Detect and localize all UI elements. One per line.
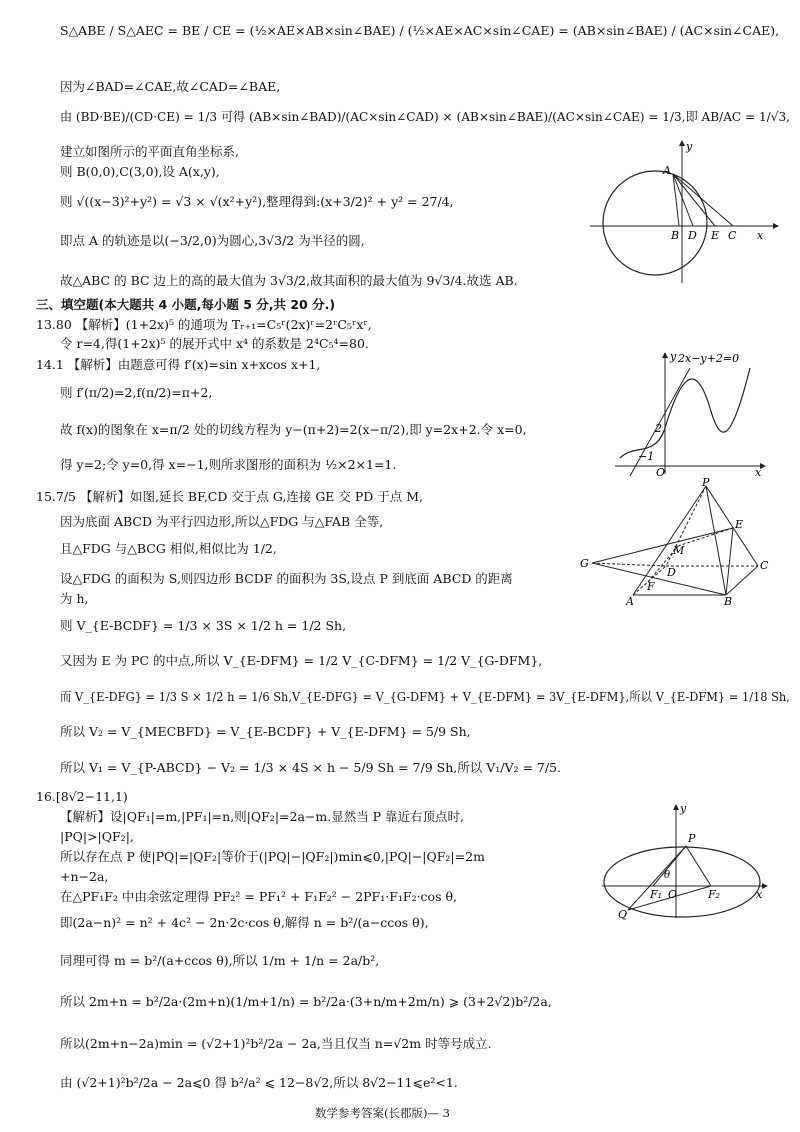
fig-label: D — [688, 229, 697, 242]
fig-label: O — [668, 888, 678, 901]
fig-label: E — [711, 229, 720, 242]
answer-line: 则 V_{E-BCDF} = 1/3 × 3S × 1/2 h = 1/2 Sh, — [60, 618, 347, 633]
tangent-graph-figure — [610, 348, 770, 478]
fig-label: G — [580, 557, 589, 570]
answer-line: 14.1 【解析】由题意可得 f′(x)=sin x+xcos x+1, — [36, 357, 321, 372]
fig-label: B — [671, 229, 680, 242]
answer-line: 为 h, — [60, 591, 89, 606]
fig-label: x — [757, 229, 764, 242]
answer-line: 建立如图所示的平面直角坐标系, — [60, 144, 239, 159]
fig-label: 2x−y+2=0 — [678, 352, 740, 365]
fig-label: F₁ — [650, 888, 663, 901]
answer-line: 15.7/5 【解析】如图,延长 BF,CD 交于点 G,连接 GE 交 PD 于点 M, — [36, 489, 424, 504]
circle-locus-figure — [585, 138, 780, 288]
answer-line: +n−2a, — [60, 869, 109, 884]
answer-line: 设△FDG 的面积为 S,则四边形 BCDF 的面积为 3S,设点 P 到底面 ABCD 的距离 — [60, 571, 513, 586]
fig-label: D — [667, 566, 676, 579]
answer-line: 所以(2m+n−2a)min = (√2+1)²b²/2a − 2a,当且仅当 n=√2m 时等号成立. — [60, 1036, 492, 1051]
fig-label: A — [663, 164, 671, 177]
fig-label: F — [647, 580, 655, 593]
fig-label: y — [686, 140, 693, 153]
answer-line: 16.[8√2−11,1) — [36, 789, 128, 804]
answer-line: 由 (BD·BE)/(CD·CE) = 1/3 可得 (AB×sin∠BAD)/(AC×sin∠CAD) × (AB×sin∠BAE)/(AC×sin∠CAE) = 1/3,即 AB/AC = 1/√3, — [60, 109, 790, 124]
fig-label: M — [673, 544, 685, 557]
fig-label: y — [680, 802, 687, 815]
fig-label: F₂ — [708, 888, 721, 901]
fig-label: C — [728, 229, 737, 242]
fig-label: E — [735, 518, 744, 531]
answer-line: S△ABE / S△AEC = BE / CE = (½×AE×AB×sin∠BAE) / (½×AE×AC×sin∠CAE) = (AB×sin∠BAE) / (AC×sin∠CAE), — [60, 23, 780, 38]
fig-label: P — [688, 832, 696, 845]
answer-line: 【解析】设|QF₁|=m,|PF₁|=n,则|QF₂|=2a−m.显然当 P 靠近右顶点时, — [60, 809, 465, 824]
answer-line: 13.80 【解析】(1+2x)⁵ 的通项为 Tᵣ₊₁=C₅ʳ(2x)ʳ=2ʳC₅ʳxʳ, — [36, 317, 372, 332]
answer-line: 则 B(0,0),C(3,0),设 A(x,y), — [60, 164, 220, 179]
fig-label: y — [670, 350, 677, 363]
answer-line: 所以 2m+n = b²/2a·(2m+n)(1/m+1/n) = b²/2a·(3+n/m+2m/n) ⩾ (3+2√2)b²/2a, — [60, 994, 552, 1009]
answer-line: 由 (√2+1)²b²/2a − 2a⩽0 得 b²/a² ⩽ 12−8√2,所以 8√2−11⩽e²<1. — [60, 1075, 458, 1090]
answer-line: |PQ|>|QF₂|, — [60, 829, 134, 844]
answer-line: 而 V_{E-DFG} = 1/3 S × 1/2 h = 1/6 Sh,V_{E-DFG} = V_{G-DFM} + V_{E-DFM} = 3V_{E-DFM},所以 V_{E-DFM} = 1/18 Sh, — [60, 689, 790, 704]
pyramid-figure — [578, 478, 773, 608]
answer-line: 因为底面 ABCD 为平行四边形,所以△FDG 与△FAB 全等, — [60, 514, 384, 529]
answer-line: 故 f(x)的图象在 x=π/2 处的切线方程为 y−(π+2)=2(x−π/2),即 y=2x+2.令 x=0, — [60, 422, 527, 437]
answer-line: 所以 V₂ = V_{MECBFD} = V_{E-BCDF} + V_{E-DFM} = 5/9 Sh, — [60, 724, 471, 739]
answer-line: 故△ABC 的 BC 边上的高的最大值为 3√3/2,故其面积的最大值为 9√3/4.故选 AB. — [60, 273, 518, 288]
fig-label: C — [760, 559, 769, 572]
answer-line: 得 y=2;令 y=0,得 x=−1,则所求图形的面积为 ½×2×1=1. — [60, 457, 397, 472]
fig-label: Q — [618, 908, 628, 920]
answer-line: 因为∠BAD=∠CAE,故∠CAD=∠BAE, — [60, 79, 281, 94]
answer-line: 且△FDG 与△BCG 相似,相似比为 1/2, — [60, 541, 277, 556]
fig-label: −1 — [638, 450, 655, 463]
fig-label: A — [626, 595, 634, 608]
fig-label: B — [724, 595, 733, 608]
answer-line: 所以存在点 P 使|PQ|=|QF₂|等价于(|PQ|−|QF₂|)min⩽0,|PQ|−|QF₂|=2m — [60, 849, 485, 864]
fig-label: θ — [664, 870, 671, 881]
answer-line: 在△PF₁F₂ 中由余弦定理得 PF₂² = PF₁² + F₁F₂² − 2PF₁·F₁F₂·cos θ, — [60, 889, 457, 904]
answer-line: 即(2a−n)² = n² + 4c² − 2n·2c·cos θ,解得 n = b²/(a−ccos θ), — [60, 915, 429, 930]
answer-line: 即点 A 的轨迹是以(−3/2,0)为圆心,3√3/2 为半径的圆, — [60, 233, 365, 248]
ellipse-figure — [598, 800, 773, 920]
page-footer: 数学参考答案(长郡版)— 3 — [315, 1106, 450, 1120]
answer-line: 所以 V₁ = V_{P-ABCD} − V₂ = 1/3 × 4S × h − 5/9 Sh = 7/9 Sh,所以 V₁/V₂ = 7/5. — [60, 760, 561, 775]
answer-line: 令 r=4,得(1+2x)⁵ 的展开式中 x⁴ 的系数是 2⁴C₅⁴=80. — [60, 336, 369, 351]
section-heading: 三、填空题(本大题共 4 小题,每小题 5 分,共 20 分.) — [36, 297, 336, 312]
fig-label: x — [755, 466, 762, 478]
fig-label: x — [756, 888, 763, 901]
fig-label: 2 — [655, 422, 662, 435]
fig-label: P — [702, 478, 710, 489]
answer-line: 又因为 E 为 PC 的中点,所以 V_{E-DFM} = 1/2 V_{C-DFM} = 1/2 V_{G-DFM}, — [60, 653, 543, 668]
fig-label: O — [656, 466, 666, 478]
answer-line: 则 √((x−3)²+y²) = √3 × √(x²+y²),整理得到:(x+3/2)² + y² = 27/4, — [60, 194, 454, 209]
answer-line: 则 f′(π/2)=2,f(π/2)=π+2, — [60, 385, 213, 400]
answer-line: 同理可得 m = b²/(a+ccos θ),所以 1/m + 1/n = 2a/b², — [60, 953, 380, 968]
